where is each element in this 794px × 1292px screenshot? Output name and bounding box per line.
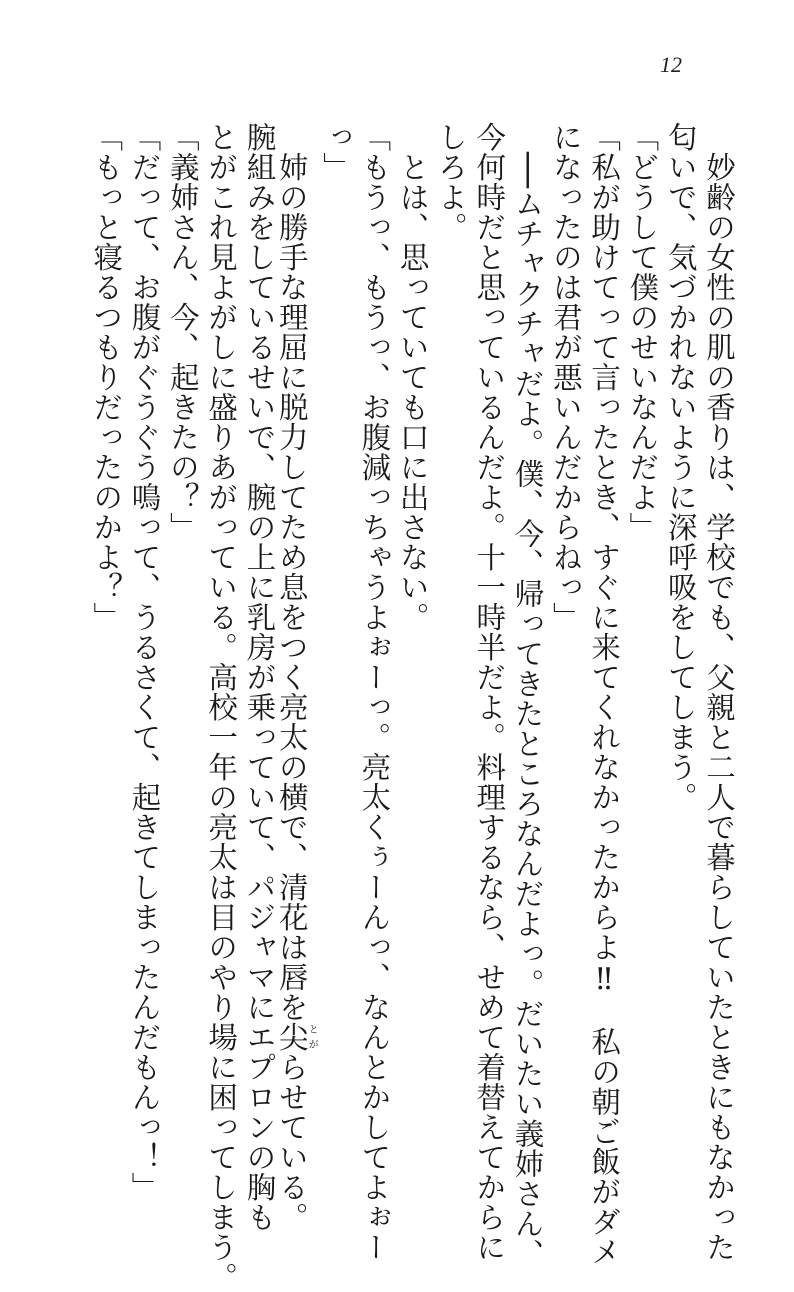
vertical-text-body bbox=[87, 122, 738, 1292]
text-line: とがこれ見よがしに盛りあがっている。高校一年の亮太は目のやり場に困ってしまう。 bbox=[204, 122, 239, 1292]
text-line: 「私が助けてって言ったとき、すぐに来てくれなかったからよ‼ 私の朝ご飯がダメ bbox=[587, 122, 622, 1267]
ruby-annotation: 尖とが bbox=[274, 1022, 318, 1052]
page-number: 12 bbox=[660, 52, 682, 77]
text-line: とは、思っていても口に出さない。 bbox=[395, 122, 430, 632]
text-line: 「義姉さん、今、起きたの？」 bbox=[165, 122, 200, 542]
text-line: 「もうっ、もうっ、お腹減っちゃうよぉーっ。亮太くぅーんっ、なんとかしてよぉー bbox=[357, 122, 392, 1262]
text-line: 腕組みをしているせいで、腕の上に乳房が乗っていて、パジャマにエプロンの胸も bbox=[242, 122, 277, 1232]
ruby-reading: とが bbox=[306, 1022, 318, 1052]
text-line: 今何時だと思っているんだよ。十一時半だよ。料理するなら、せめて着替えてからに bbox=[472, 122, 507, 1262]
text-line-with-ruby: 姉の勝手な理屈に脱力してため息をつく亮太の横で、清花は唇を尖とがらせている。 bbox=[274, 122, 318, 1232]
text-line: ──ムチャクチャだよ。僕、今、帰ってきたところなんだよっ。だいたい義姉さん、 bbox=[510, 122, 545, 1269]
text-line: 「もっと寝るつもりだったのかよ？」 bbox=[89, 122, 124, 632]
text-line: 「だって、お腹がぐうぐう鳴って、うるさくて、起きてしまったんだもんっ！」 bbox=[127, 122, 162, 1202]
text-line: 「どうして僕のせいなんだよ」 bbox=[625, 122, 660, 542]
text-line: 匂いで、気づかれないように深呼吸をしてしまう。 bbox=[663, 122, 698, 812]
text-line: になったのは君が悪いんだからねっ」 bbox=[548, 122, 583, 632]
text-line: 妙齢の女性の肌の香りは、学校でも、父親と二人で暮らしていたときにもなかった bbox=[702, 122, 736, 1262]
text-line: しろよ。 bbox=[433, 122, 468, 242]
text-line: っ」 bbox=[319, 122, 354, 182]
